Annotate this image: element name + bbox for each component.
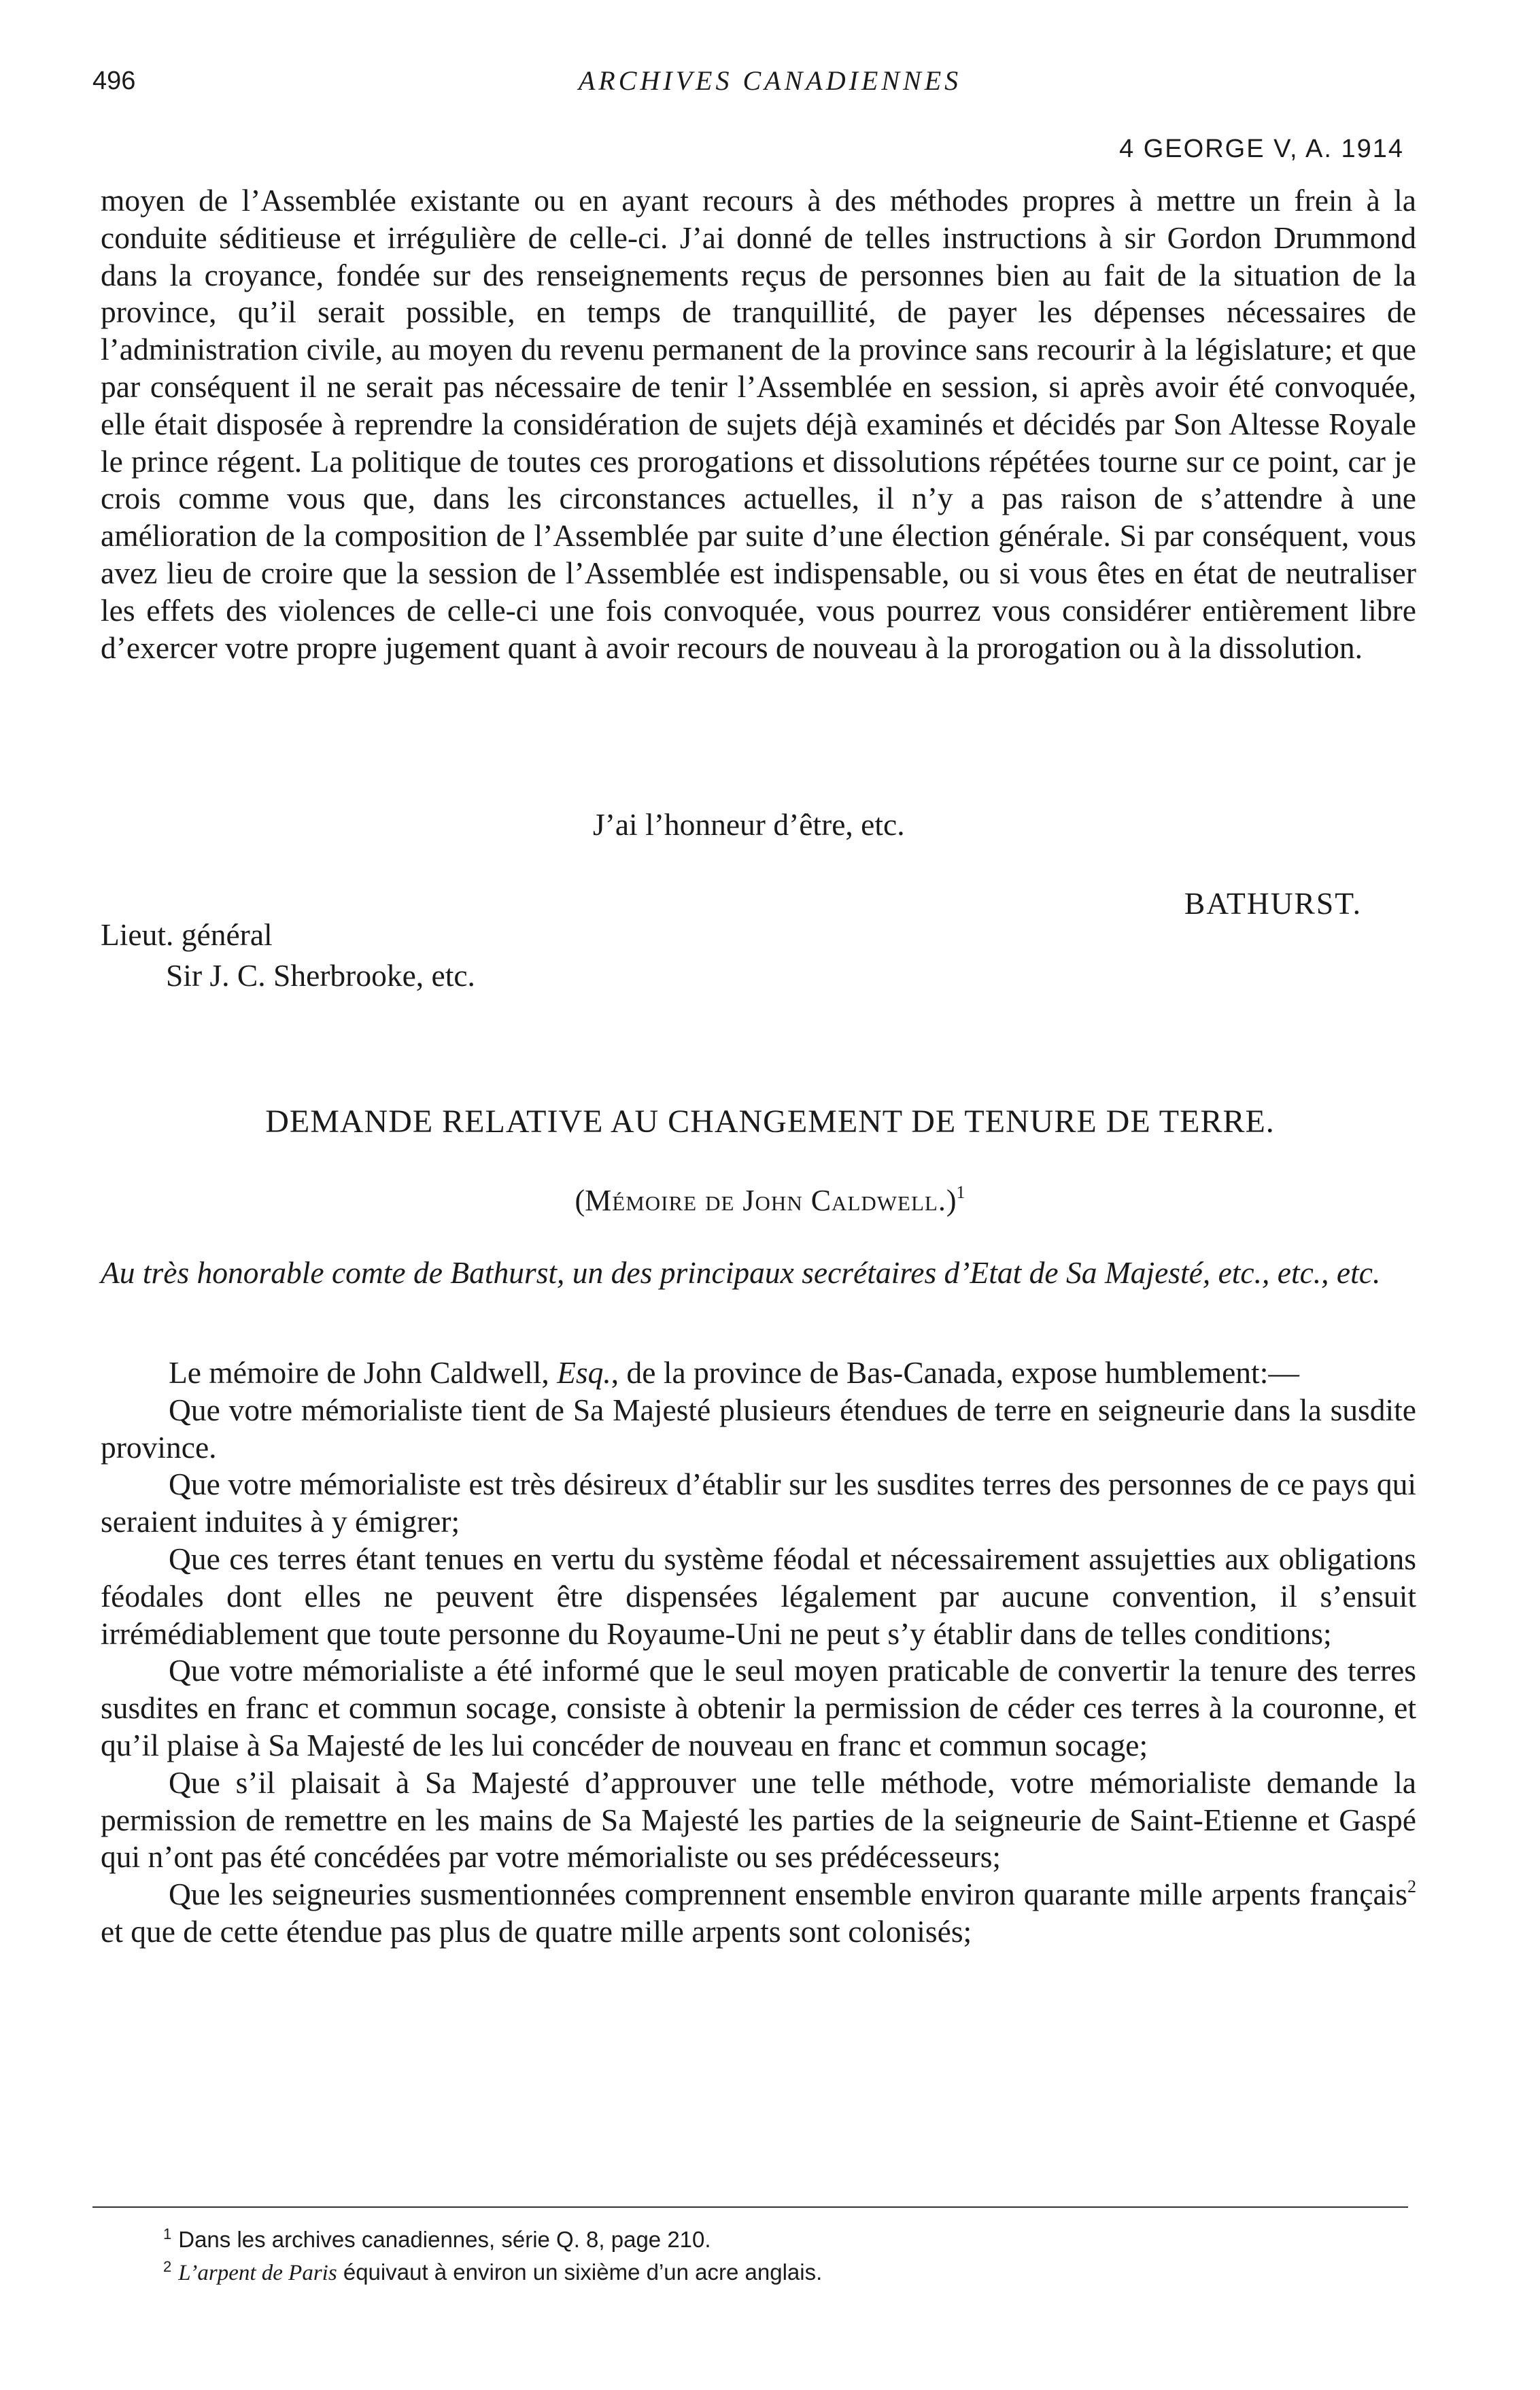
footnote-2-number: 2 — [163, 2258, 172, 2275]
dedication: Au très honorable comte de Bathurst, un des principaux secrétaires d’Etat de Sa Majesté, etc., etc., etc. — [101, 1255, 1381, 1290]
memorial-paragraph: Que s’il plaisait à Sa Majesté d’approuver une telle méthode, votre mémorialiste demande la permission de remettre en les mains de Sa Majesté les parties de la seigneurie de Saint-Etienne et Gaspé qui n’ont pas été concédées par votre mémorialiste ou ses prédécesseurs; — [101, 1764, 1416, 1875]
footnote-1-text: Dans les archives canadiennes, série Q. 8, page 210. — [178, 2227, 711, 2252]
footnote-ref-1: 1 — [956, 1182, 965, 1202]
memoir-label: Mémoire de John Caldwell. — [585, 1184, 946, 1217]
memorial-last-rest: et que de cette étendue pas plus de quatre mille arpents sont colonisés; — [101, 1913, 972, 1949]
memorial-paragraph: Que ces terres étant tenues en vertu du système féodal et nécessairement assujetties aux obligations féodales dont elles ne peuvent être dispensées légalement par aucune convention, il s’ensuit irrémédiablement que toute personne du Royaume-Uni ne peut s’y établir dans de telles conditions; — [101, 1541, 1416, 1651]
page-number: 496 — [92, 67, 136, 95]
footnote-2-text: équivaut à environ un sixième d’un acre anglais. — [337, 2259, 823, 2285]
letter-paragraph: moyen de l’Assemblée existante ou en ayant recours à des méthodes propres à mettre un frein à la conduite séditieuse et irrégulière de celle-ci. J’ai donné de telles instructions à sir Gordon Drummond dans la croyance, fondée sur des renseignements reçus de personnes bien au fait de la situation de la province, qu’il serait possible, en temps de tranquillité, de payer les dépenses nécessaires de l’administration civile, au moyen du revenu permanent de la province sans recourir à la législature; et que par conséquent il ne serait pas nécessaire de tenir l’Assemblée en session, si après avoir été convoquée, elle était disposée à reprendre la considération de sujets déjà examinés et décidés par Son Altesse Royale le prince régent. La politique de toutes ces prorogations et dissolutions répétées tourne sur ce point, car je crois comme vous que, dans les circonstances actuelles, il n’y a pas raison de s’attendre à une amélioration de la composition de l’Assemblée par suite d’une élection générale. Si par conséquent, vous avez lieu de croire que la session de l’Assemblée est indispensable, ou si vous êtes en état de neutraliser les effets des violences de celle-ci une fois convoquée, vous pourrez vous considérer entièrement libre d’exercer votre propre jugement quant à avoir recours de nouveau à la prorogation ou à la dissolution. — [101, 183, 1416, 665]
memorial-paragraph: Que votre mémorialiste est très désireux d’établir sur les susdites terres des personnes de ce pays qui seraient induites à y émigrer; — [101, 1467, 1416, 1539]
footnote-1-number: 1 — [163, 2225, 172, 2242]
letter-body — [101, 182, 1416, 666]
memorial-paragraph: Que votre mémorialiste a été informé que le seul moyen praticable de convertir la tenure des terres susdites en franc et commun socage, consiste à obtenir la permission de céder ces terres à la couronne, et qu’il plaise à Sa Majesté de les lui concéder de nouveau en franc et commun socage; — [101, 1653, 1416, 1762]
memoir-open-paren: ( — [575, 1184, 585, 1217]
session-reference: 4 GEORGE V, A. 1914 — [1119, 135, 1404, 163]
memorial-paragraph: Que votre mémorialiste tient de Sa Majesté plusieurs étendues de terre en seigneurie dans la susdite province. — [101, 1392, 1416, 1465]
running-title: ARCHIVES CANADIENNES — [578, 65, 962, 96]
addressee-name: Sir J. C. Sherbrooke, etc. — [166, 958, 475, 993]
memorial-intro-rest: , de la province de Bas-Canada, expose humblement:— — [611, 1355, 1299, 1390]
footnote-1 — [163, 2221, 822, 2253]
section-title: DEMANDE RELATIVE AU CHANGEMENT DE TENURE DE TERRE. — [265, 1104, 1275, 1140]
footnote-divider — [92, 2206, 1408, 2208]
footnote-ref-2: 2 — [1407, 1877, 1416, 1897]
memorial-last-text: Que les seigneuries susmentionnées comprennent ensemble environ quarante mille arpents français — [169, 1877, 1407, 1912]
footnotes — [163, 2221, 822, 2287]
memorial-intro-text: Le mémoire de John Caldwell, — [169, 1355, 558, 1390]
footnote-2 — [163, 2253, 822, 2287]
memorial-paragraph-last — [101, 1876, 1416, 1951]
addressee-rank: Lieut. général — [101, 917, 273, 952]
esq-abbrev: Esq. — [557, 1355, 611, 1390]
letter-closing: J’ai l’honneur d’être, etc. — [593, 807, 905, 842]
memorial-body — [101, 1354, 1416, 1951]
footnote-2-italic: L’arpent de Paris — [178, 2261, 337, 2285]
memoir-title — [0, 1183, 1540, 1218]
memoir-close-paren: ) — [946, 1184, 957, 1217]
memorial-intro — [101, 1354, 1416, 1392]
letter-signature: BATHURST. — [1184, 886, 1362, 921]
